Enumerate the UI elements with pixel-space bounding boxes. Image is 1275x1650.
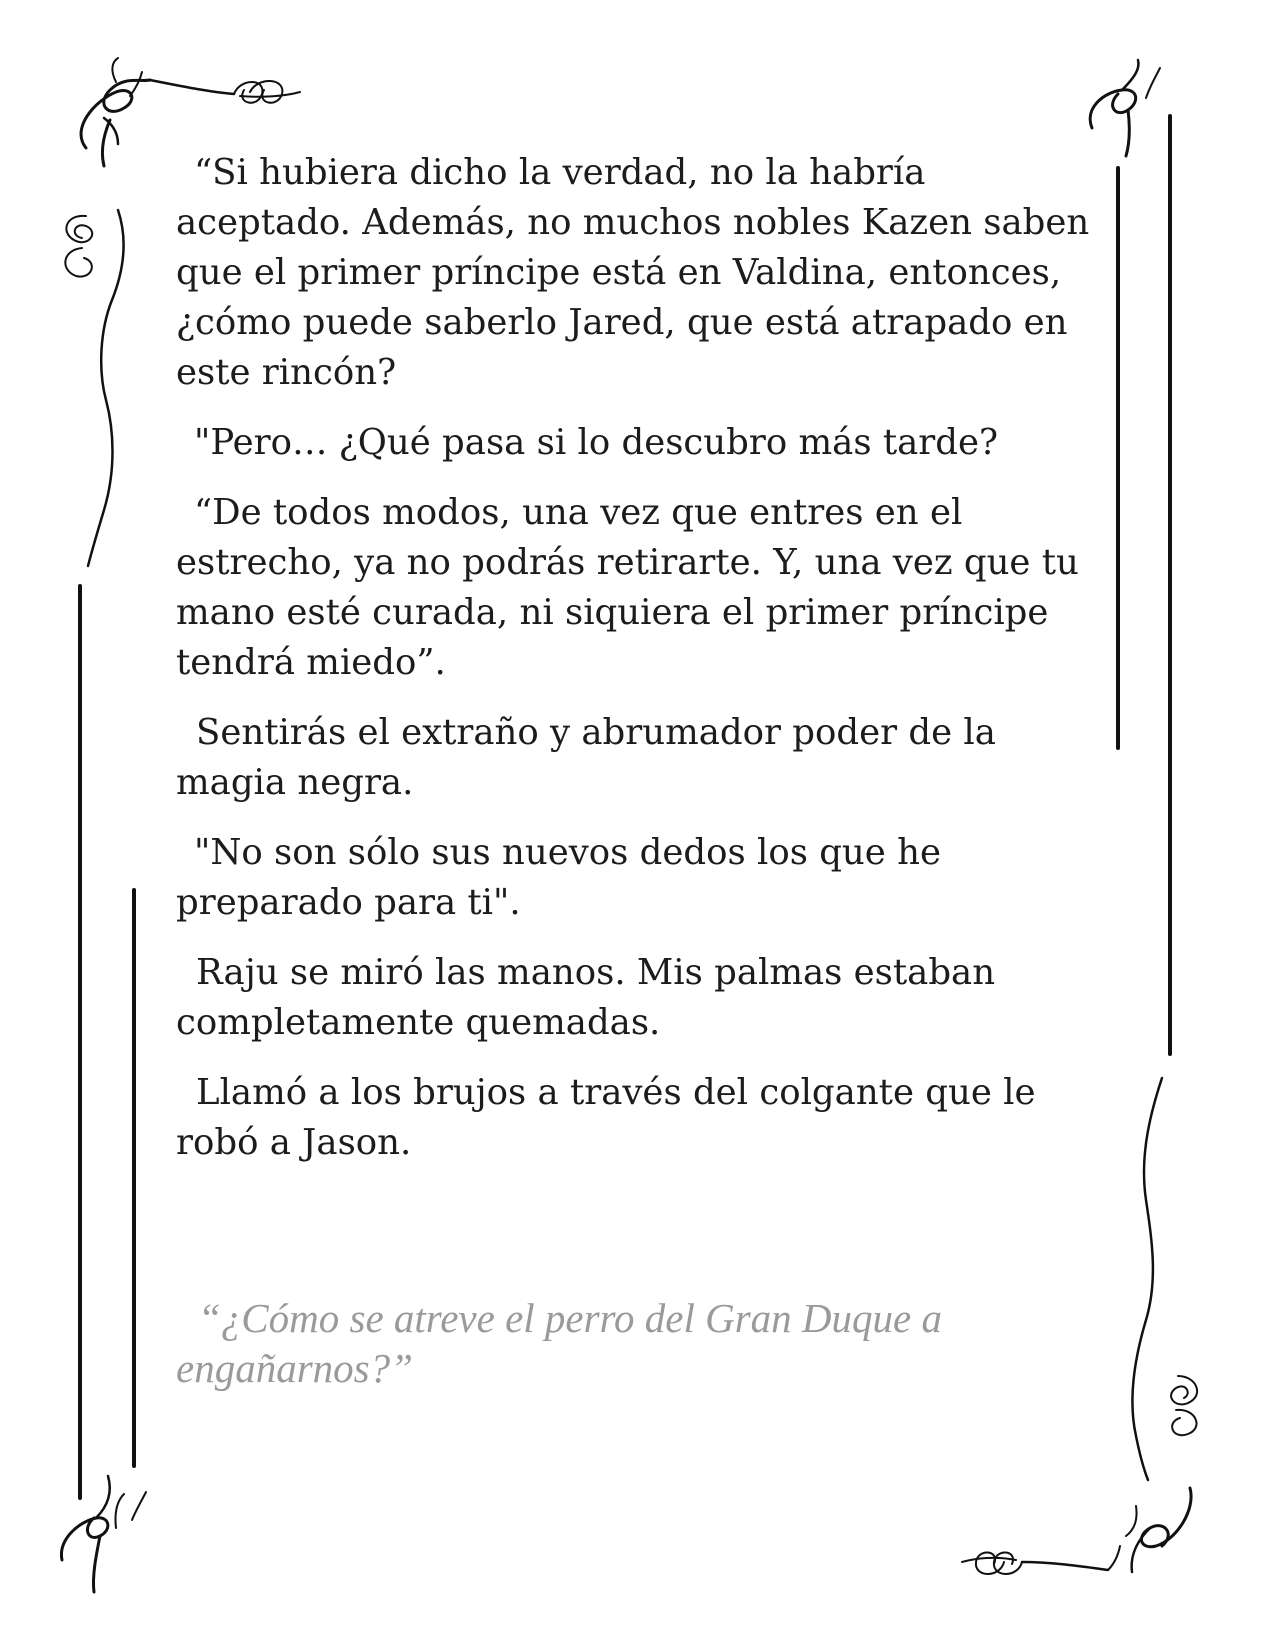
body-text (176, 148, 1096, 1188)
paragraph-2: "Pero… ¿Qué pasa si lo descubro más tarde? (194, 422, 999, 463)
top-right-flourish-icon (1090, 60, 1160, 156)
paragraph-4: Sentirás el extraño y abrumador poder de la magia negra. (176, 712, 996, 803)
paragraph-6: Raju se miró las manos. Mis palmas estaban completamente quemadas. (176, 952, 996, 1043)
paragraph-3: “De todos modos, una vez que entres en el estrecho, ya no podrás retirarte. Y, una vez que tu mano esté curada, ni siquiera el primer príncipe tendrá miedo”. (176, 492, 1079, 683)
paragraph-5: "No son sólo sus nuevos dedos los que he preparado para ti". (176, 832, 941, 923)
paragraph-7: Llamó a los brujos a través del colgante que le robó a Jason. (176, 1072, 1036, 1163)
paragraph-1: “Si hubiera dicho la verdad, no la habría aceptado. Además, no muchos nobles Kazen saben que el primer príncipe está en Valdina, entonces, ¿cómo puede saberlo Jared, que está atrapado en este rincón? (176, 152, 1090, 393)
bottom-left-flourish-icon (61, 1476, 146, 1592)
italic-quote: “¿Cómo se atreve el perro del Gran Duque a engañarnos?” (176, 1295, 942, 1391)
